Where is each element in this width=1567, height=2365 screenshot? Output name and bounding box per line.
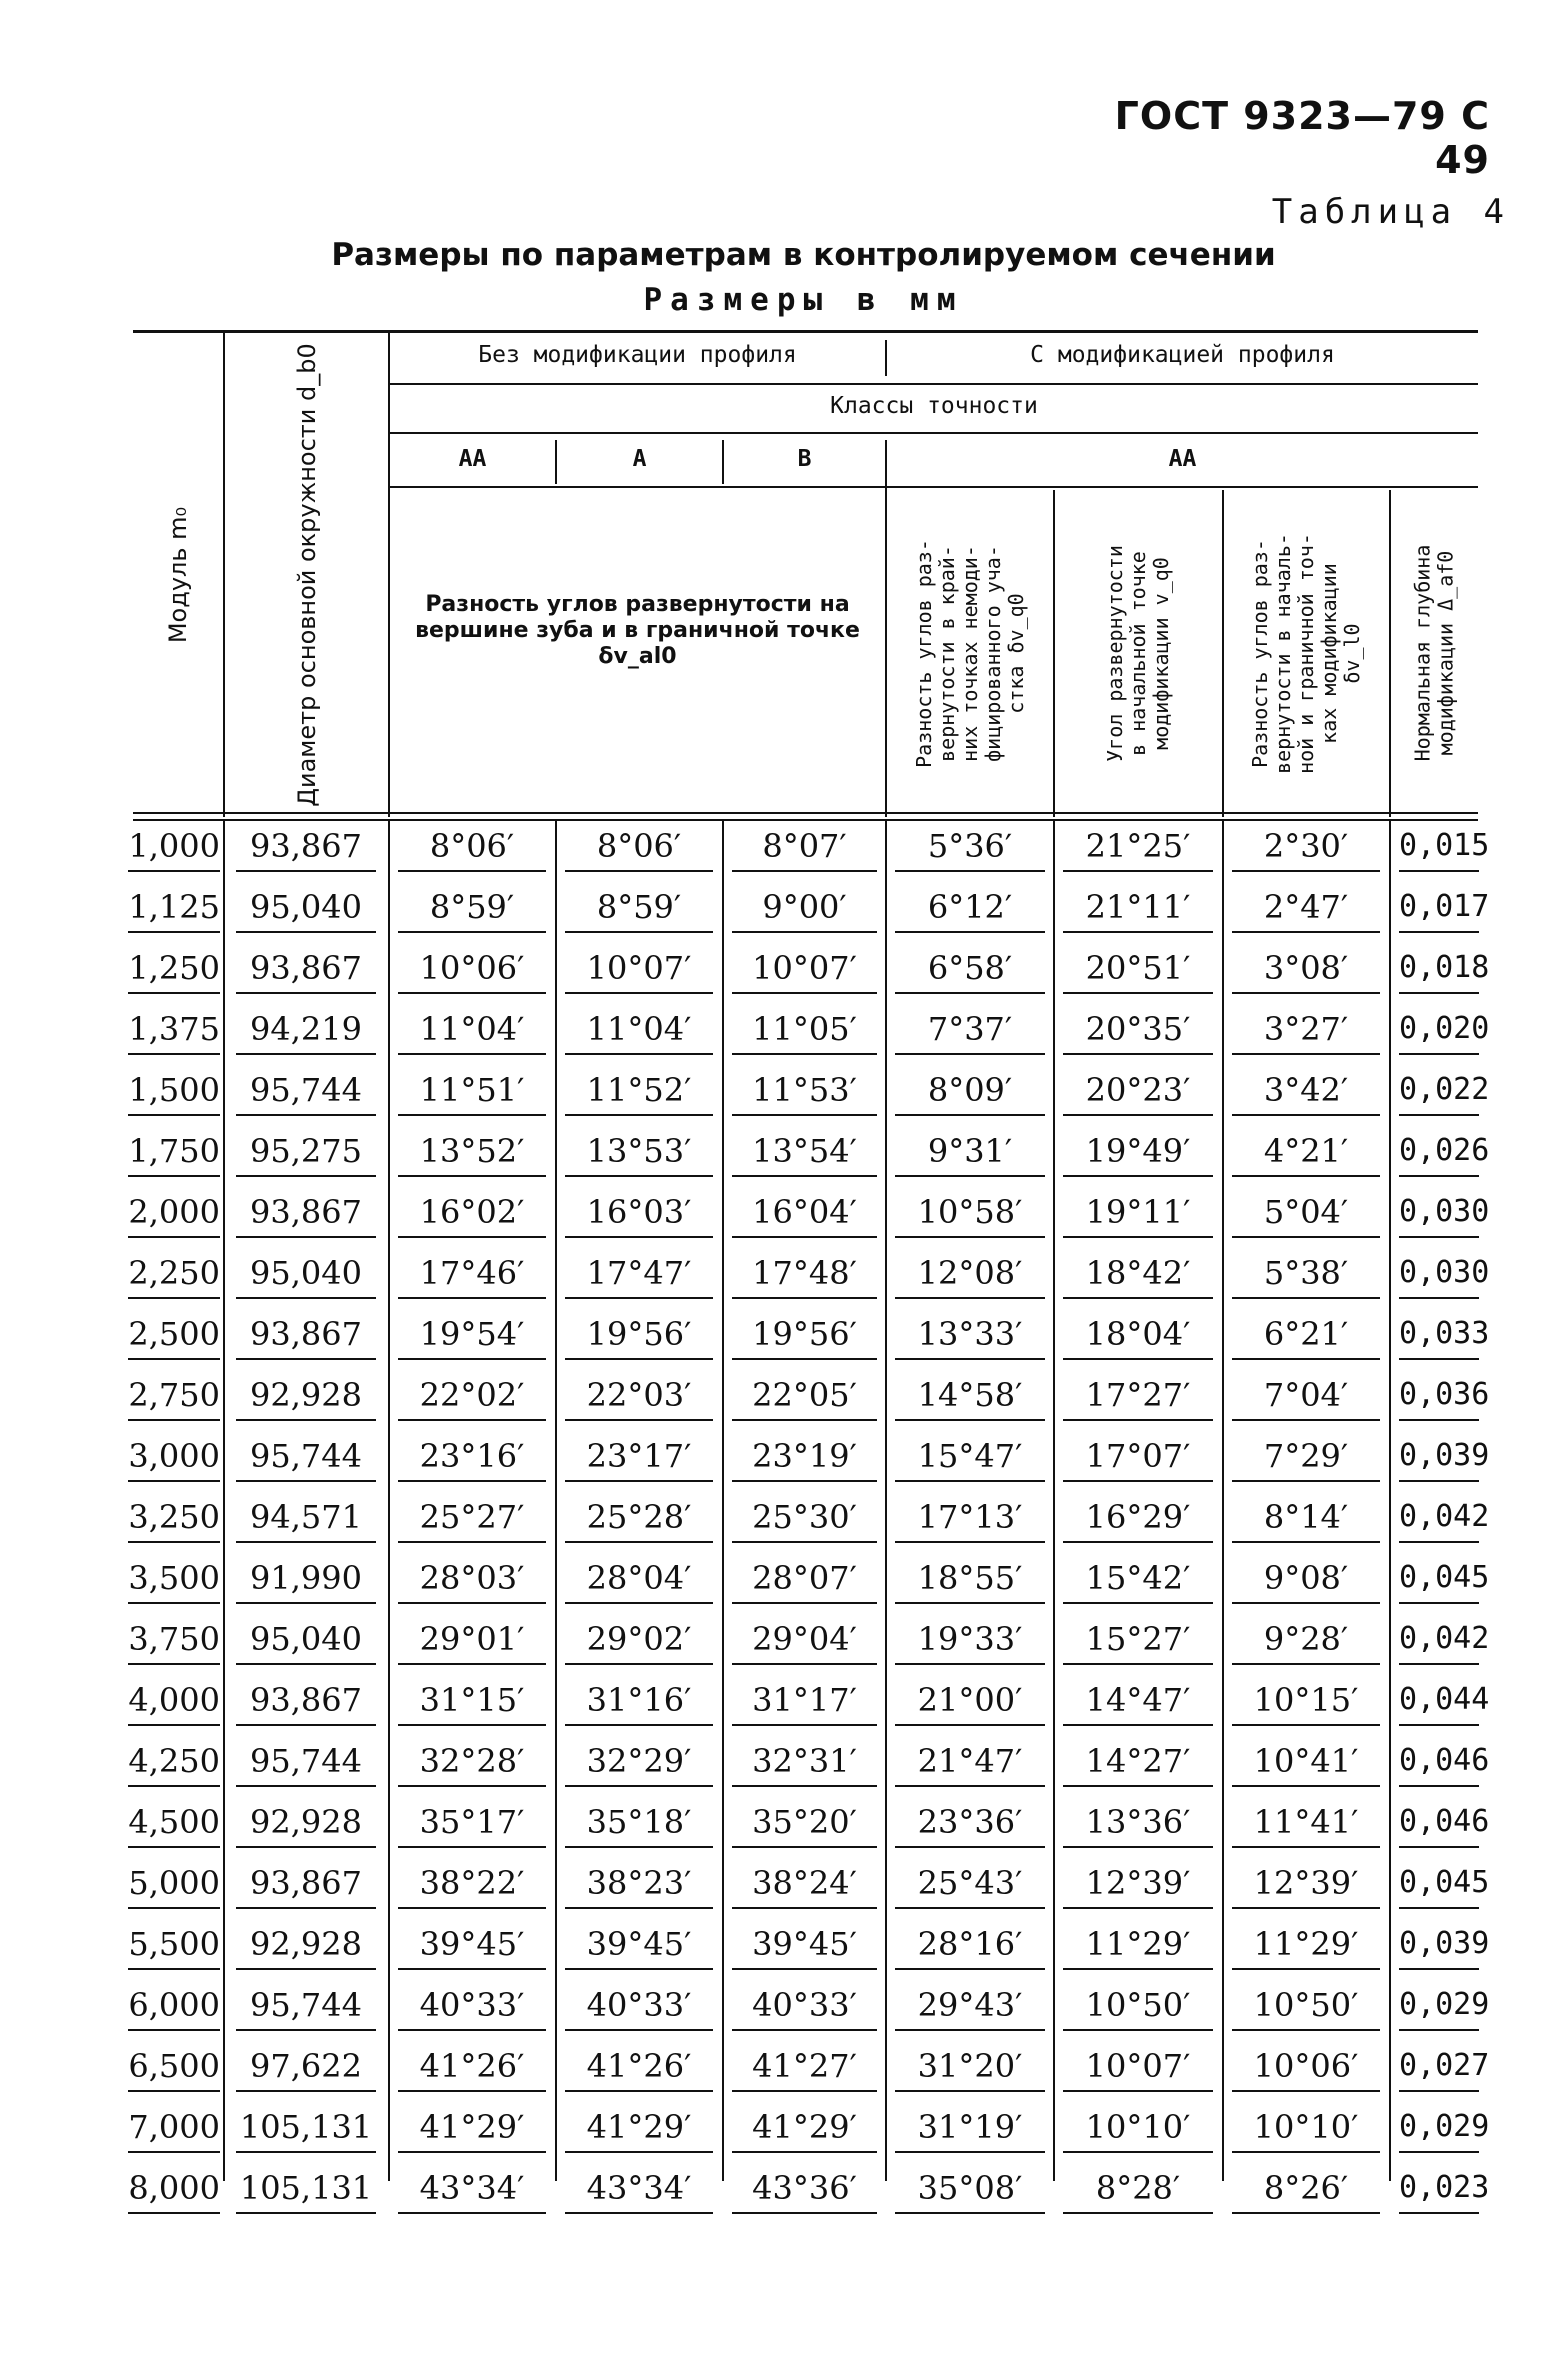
unmod-diff-cell: 31°19′ <box>895 2103 1045 2153</box>
unmod-diff-cell: 18°55′ <box>895 1554 1045 1604</box>
unmod-diff-cell: 15°47′ <box>895 1432 1045 1482</box>
diameter-cell: 93,867 <box>236 1676 376 1726</box>
mod-diff-header: Разность углов раз- вернутости в началь- ной и граничной точ- ках модификации δv_l0 <box>1248 532 1365 774</box>
module-cell: 2,500 <box>128 1310 220 1360</box>
diameter-cell: 105,131 <box>236 2103 376 2153</box>
tip-diff-b-cell: 19°56′ <box>732 1310 877 1360</box>
group-with-mod: С модификацией профиля <box>1030 342 1335 368</box>
module-cell: 1,250 <box>128 944 220 994</box>
normal-depth-cell: 0,029 <box>1399 2103 1479 2153</box>
tip-diff-a-cell: 31°16′ <box>565 1676 713 1726</box>
module-cell: 5,500 <box>128 1920 220 1970</box>
tip-diff-a-cell: 11°52′ <box>565 1066 713 1116</box>
table-caption: Размеры по параметрам в контролируемом сечении <box>331 237 1276 273</box>
normal-depth-cell: 0,020 <box>1399 1005 1479 1055</box>
mod-start-angle-cell: 21°25′ <box>1063 822 1213 872</box>
tip-diff-b-cell: 8°07′ <box>732 822 877 872</box>
diameter-cell: 95,744 <box>236 1737 376 1787</box>
tip-diff-a-cell: 8°59′ <box>565 883 713 933</box>
mod-start-angle-cell: 17°07′ <box>1063 1432 1213 1482</box>
tip-diff-a-cell: 38°23′ <box>565 1859 713 1909</box>
mod-start-angle-cell: 10°07′ <box>1063 2042 1213 2092</box>
module-cell: 2,750 <box>128 1371 220 1421</box>
module-cell: 5,000 <box>128 1859 220 1909</box>
diameter-cell: 95,040 <box>236 1249 376 1299</box>
diameter-cell: 91,990 <box>236 1554 376 1604</box>
unmod-diff-cell: 10°58′ <box>895 1188 1045 1238</box>
tip-diff-b-cell: 25°30′ <box>732 1493 877 1543</box>
tip-diff-aa-cell: 10°06′ <box>398 944 546 994</box>
mod-start-angle-cell: 18°42′ <box>1063 1249 1213 1299</box>
tip-diff-b-cell: 28°07′ <box>732 1554 877 1604</box>
tip-diff-a-cell: 41°26′ <box>565 2042 713 2092</box>
normal-depth-cell: 0,045 <box>1399 1859 1479 1909</box>
tip-diff-aa-cell: 39°45′ <box>398 1920 546 1970</box>
table-row <box>0 1066 1567 1127</box>
table-row <box>0 1188 1567 1249</box>
tip-diff-a-cell: 16°03′ <box>565 1188 713 1238</box>
class-b: В <box>797 446 812 472</box>
tip-diff-a-cell: 43°34′ <box>565 2164 713 2214</box>
mod-start-angle-cell: 20°23′ <box>1063 1066 1213 1116</box>
unmod-diff-cell: 6°12′ <box>895 883 1045 933</box>
diameter-cell: 105,131 <box>236 2164 376 2214</box>
tip-diff-a-cell: 40°33′ <box>565 1981 713 2031</box>
tip-diff-aa-cell: 29°01′ <box>398 1615 546 1665</box>
tip-diff-a-cell: 39°45′ <box>565 1920 713 1970</box>
module-cell: 3,000 <box>128 1432 220 1482</box>
mod-start-angle-cell: 18°04′ <box>1063 1310 1213 1360</box>
tip-diff-a-cell: 41°29′ <box>565 2103 713 2153</box>
normal-depth-cell: 0,033 <box>1399 1310 1479 1360</box>
normal-depth-cell: 0,015 <box>1399 822 1479 872</box>
tip-diff-aa-cell: 43°34′ <box>398 2164 546 2214</box>
diameter-cell: 95,275 <box>236 1127 376 1177</box>
table-row <box>0 1676 1567 1737</box>
diameter-cell: 95,744 <box>236 1981 376 2031</box>
tip-diff-b-cell: 40°33′ <box>732 1981 877 2031</box>
mod-diff-cell: 3°27′ <box>1232 1005 1380 1055</box>
module-cell: 3,500 <box>128 1554 220 1604</box>
diameter-cell: 93,867 <box>236 822 376 872</box>
table-row <box>0 1127 1567 1188</box>
module-cell: 1,125 <box>128 883 220 933</box>
tip-diff-aa-cell: 23°16′ <box>398 1432 546 1482</box>
normal-depth-cell: 0,042 <box>1399 1615 1479 1665</box>
unmod-diff-cell: 5°36′ <box>895 822 1045 872</box>
table-row <box>0 2103 1567 2164</box>
tip-diff-b-cell: 43°36′ <box>732 2164 877 2214</box>
module-cell: 8,000 <box>128 2164 220 2214</box>
mod-diff-cell: 3°08′ <box>1232 944 1380 994</box>
unmod-diff-cell: 23°36′ <box>895 1798 1045 1848</box>
class-a: А <box>632 446 647 472</box>
page-header: ГОСТ 9323—79 С 49 <box>1114 94 1490 182</box>
diameter-header: Диаметр основной окружности d_b0 <box>292 343 321 807</box>
tip-diff-aa-cell: 28°03′ <box>398 1554 546 1604</box>
tip-diff-b-cell: 23°19′ <box>732 1432 877 1482</box>
normal-depth-cell: 0,018 <box>1399 944 1479 994</box>
diameter-cell: 93,867 <box>236 1188 376 1238</box>
tip-diff-header: Разность углов развернутости на вершине зуба и в граничной точке δv_al0 <box>415 592 860 669</box>
tip-diff-a-cell: 8°06′ <box>565 822 713 872</box>
mod-diff-cell: 4°21′ <box>1232 1127 1380 1177</box>
diameter-cell: 92,928 <box>236 1920 376 1970</box>
tip-diff-b-cell: 41°27′ <box>732 2042 877 2092</box>
mod-diff-cell: 8°26′ <box>1232 2164 1380 2214</box>
mod-start-angle-cell: 12°39′ <box>1063 1859 1213 1909</box>
normal-depth-cell: 0,036 <box>1399 1371 1479 1421</box>
mod-start-angle-header: Угол развернутости в начальной точке модификации v_q0 <box>1103 544 1173 762</box>
tip-diff-aa-cell: 17°46′ <box>398 1249 546 1299</box>
tip-diff-b-cell: 11°53′ <box>732 1066 877 1116</box>
module-cell: 3,750 <box>128 1615 220 1665</box>
tip-diff-aa-cell: 19°54′ <box>398 1310 546 1360</box>
rule-under-groups <box>390 383 1478 385</box>
tip-diff-aa-cell: 16°02′ <box>398 1188 546 1238</box>
mod-diff-cell: 3°42′ <box>1232 1066 1380 1116</box>
unmod-diff-cell: 12°08′ <box>895 1249 1045 1299</box>
table-row <box>0 1737 1567 1798</box>
table-row <box>0 883 1567 944</box>
mod-start-angle-cell: 20°51′ <box>1063 944 1213 994</box>
mod-start-angle-cell: 17°27′ <box>1063 1371 1213 1421</box>
mod-start-angle-cell: 16°29′ <box>1063 1493 1213 1543</box>
mod-diff-cell: 7°04′ <box>1232 1371 1380 1421</box>
table-row <box>0 822 1567 883</box>
unmod-diff-cell: 14°58′ <box>895 1371 1045 1421</box>
tip-diff-b-cell: 22°05′ <box>732 1371 877 1421</box>
tip-diff-b-cell: 11°05′ <box>732 1005 877 1055</box>
mod-diff-cell: 11°41′ <box>1232 1798 1380 1848</box>
normal-depth-cell: 0,029 <box>1399 1981 1479 2031</box>
accuracy-classes: Классы точности <box>830 393 1038 419</box>
mod-diff-cell: 10°10′ <box>1232 2103 1380 2153</box>
normal-depth-cell: 0,046 <box>1399 1798 1479 1848</box>
unmod-diff-cell: 31°20′ <box>895 2042 1045 2092</box>
tip-diff-a-cell: 23°17′ <box>565 1432 713 1482</box>
module-cell: 6,500 <box>128 2042 220 2092</box>
tip-diff-b-cell: 9°00′ <box>732 883 877 933</box>
mod-diff-cell: 10°06′ <box>1232 2042 1380 2092</box>
group-without-mod: Без модификации профиля <box>478 342 797 368</box>
mod-diff-cell: 12°39′ <box>1232 1859 1380 1909</box>
tip-diff-a-cell: 35°18′ <box>565 1798 713 1848</box>
mod-start-angle-cell: 14°47′ <box>1063 1676 1213 1726</box>
tip-diff-b-cell: 39°45′ <box>732 1920 877 1970</box>
mod-diff-cell: 6°21′ <box>1232 1310 1380 1360</box>
tip-diff-a-cell: 28°04′ <box>565 1554 713 1604</box>
table-top-rule <box>133 330 1478 333</box>
unmod-diff-cell: 13°33′ <box>895 1310 1045 1360</box>
rule-under-classes <box>390 432 1478 434</box>
normal-depth-cell: 0,030 <box>1399 1188 1479 1238</box>
unmod-diff-cell: 7°37′ <box>895 1005 1045 1055</box>
tip-diff-aa-cell: 35°17′ <box>398 1798 546 1848</box>
table-number: Таблица 4 <box>1271 192 1510 232</box>
diameter-cell: 95,744 <box>236 1432 376 1482</box>
tip-diff-a-cell: 11°04′ <box>565 1005 713 1055</box>
mod-start-angle-cell: 20°35′ <box>1063 1005 1213 1055</box>
tip-diff-a-cell: 19°56′ <box>565 1310 713 1360</box>
normal-depth-cell: 0,022 <box>1399 1066 1479 1116</box>
normal-depth-cell: 0,044 <box>1399 1676 1479 1726</box>
unmod-diff-cell: 28°16′ <box>895 1920 1045 1970</box>
tip-diff-b-cell: 10°07′ <box>732 944 877 994</box>
tip-diff-aa-cell: 41°29′ <box>398 2103 546 2153</box>
tip-diff-aa-cell: 8°59′ <box>398 883 546 933</box>
mod-start-angle-cell: 11°29′ <box>1063 1920 1213 1970</box>
tip-diff-b-cell: 13°54′ <box>732 1127 877 1177</box>
table-row <box>0 1432 1567 1493</box>
header-bottom-rule-1 <box>133 812 1478 814</box>
rule-under-class-names <box>390 486 1478 488</box>
module-cell: 4,500 <box>128 1798 220 1848</box>
mod-diff-cell: 7°29′ <box>1232 1432 1380 1482</box>
mod-diff-cell: 10°15′ <box>1232 1676 1380 1726</box>
module-cell: 1,000 <box>128 822 220 872</box>
module-cell: 1,375 <box>128 1005 220 1055</box>
tip-diff-b-cell: 16°04′ <box>732 1188 877 1238</box>
table-row <box>0 1005 1567 1066</box>
tip-diff-aa-cell: 32°28′ <box>398 1737 546 1787</box>
unmod-diff-cell: 6°58′ <box>895 944 1045 994</box>
table-row <box>0 2164 1567 2225</box>
normal-depth-header: Нормальная глубина модификации Δ_af0 <box>1410 544 1458 762</box>
diameter-cell: 95,744 <box>236 1066 376 1116</box>
tip-diff-a-cell: 22°03′ <box>565 1371 713 1421</box>
module-cell: 1,500 <box>128 1066 220 1116</box>
header-bottom-rule-2 <box>133 819 1478 821</box>
table-row <box>0 1249 1567 1310</box>
tip-diff-aa-cell: 13°52′ <box>398 1127 546 1177</box>
tip-diff-aa-cell: 11°51′ <box>398 1066 546 1116</box>
module-cell: 1,750 <box>128 1127 220 1177</box>
tip-diff-b-cell: 38°24′ <box>732 1859 877 1909</box>
mod-diff-cell: 2°47′ <box>1232 883 1380 933</box>
tip-diff-aa-cell: 41°26′ <box>398 2042 546 2092</box>
module-cell: 6,000 <box>128 1981 220 2031</box>
normal-depth-cell: 0,027 <box>1399 2042 1479 2092</box>
diameter-cell: 95,040 <box>236 883 376 933</box>
mod-diff-cell: 9°28′ <box>1232 1615 1380 1665</box>
mod-start-angle-cell: 8°28′ <box>1063 2164 1213 2214</box>
normal-depth-cell: 0,023 <box>1399 2164 1479 2214</box>
table-row <box>0 1981 1567 2042</box>
mod-diff-cell: 11°29′ <box>1232 1920 1380 1970</box>
tip-diff-b-cell: 41°29′ <box>732 2103 877 2153</box>
table-row <box>0 1798 1567 1859</box>
mod-diff-cell: 10°41′ <box>1232 1737 1380 1787</box>
diameter-cell: 93,867 <box>236 1859 376 1909</box>
table-row <box>0 1371 1567 1432</box>
mod-start-angle-cell: 10°50′ <box>1063 1981 1213 2031</box>
module-cell: 3,250 <box>128 1493 220 1543</box>
tip-diff-b-cell: 31°17′ <box>732 1676 877 1726</box>
normal-depth-cell: 0,045 <box>1399 1554 1479 1604</box>
normal-depth-cell: 0,026 <box>1399 1127 1479 1177</box>
mod-start-angle-cell: 14°27′ <box>1063 1737 1213 1787</box>
normal-depth-cell: 0,039 <box>1399 1920 1479 1970</box>
unmod-diff-cell: 35°08′ <box>895 2164 1045 2214</box>
tip-diff-aa-cell: 40°33′ <box>398 1981 546 2031</box>
mod-diff-cell: 10°50′ <box>1232 1981 1380 2031</box>
unmod-diff-cell: 19°33′ <box>895 1615 1045 1665</box>
tip-diff-aa-cell: 11°04′ <box>398 1005 546 1055</box>
mod-start-angle-cell: 21°11′ <box>1063 883 1213 933</box>
table-row <box>0 1859 1567 1920</box>
class-aa-mod: АА <box>1168 446 1197 472</box>
tip-diff-aa-cell: 31°15′ <box>398 1676 546 1726</box>
diameter-cell: 92,928 <box>236 1371 376 1421</box>
diameter-cell: 93,867 <box>236 944 376 994</box>
mod-start-angle-cell: 15°27′ <box>1063 1615 1213 1665</box>
mod-diff-cell: 9°08′ <box>1232 1554 1380 1604</box>
table-row <box>0 1554 1567 1615</box>
tip-diff-aa-cell: 22°02′ <box>398 1371 546 1421</box>
tip-diff-aa-cell: 38°22′ <box>398 1859 546 1909</box>
tip-diff-b-cell: 29°04′ <box>732 1615 877 1665</box>
module-cell: 2,250 <box>128 1249 220 1299</box>
normal-depth-cell: 0,030 <box>1399 1249 1479 1299</box>
diameter-cell: 95,040 <box>236 1615 376 1665</box>
class-aa: АА <box>458 446 487 472</box>
tip-diff-b-cell: 35°20′ <box>732 1798 877 1848</box>
table-row <box>0 1310 1567 1371</box>
tip-diff-a-cell: 32°29′ <box>565 1737 713 1787</box>
unmod-diff-cell: 8°09′ <box>895 1066 1045 1116</box>
module-header: Модуль m₀ <box>164 506 192 644</box>
diameter-cell: 92,928 <box>236 1798 376 1848</box>
normal-depth-cell: 0,039 <box>1399 1432 1479 1482</box>
tip-diff-aa-cell: 25°27′ <box>398 1493 546 1543</box>
table-row <box>0 1493 1567 1554</box>
normal-depth-cell: 0,042 <box>1399 1493 1479 1543</box>
normal-depth-cell: 0,046 <box>1399 1737 1479 1787</box>
tip-diff-b-cell: 17°48′ <box>732 1249 877 1299</box>
unmod-diff-cell: 9°31′ <box>895 1127 1045 1177</box>
module-cell: 4,000 <box>128 1676 220 1726</box>
tip-diff-a-cell: 10°07′ <box>565 944 713 994</box>
unmod-diff-cell: 21°00′ <box>895 1676 1045 1726</box>
mod-start-angle-cell: 10°10′ <box>1063 2103 1213 2153</box>
tip-diff-aa-cell: 8°06′ <box>398 822 546 872</box>
module-cell: 4,250 <box>128 1737 220 1787</box>
tip-diff-a-cell: 17°47′ <box>565 1249 713 1299</box>
diameter-cell: 93,867 <box>236 1310 376 1360</box>
mod-start-angle-cell: 19°11′ <box>1063 1188 1213 1238</box>
unmod-diff-cell: 21°47′ <box>895 1737 1045 1787</box>
unmod-diff-cell: 25°43′ <box>895 1859 1045 1909</box>
mod-diff-cell: 2°30′ <box>1232 822 1380 872</box>
table-row <box>0 2042 1567 2103</box>
mod-start-angle-cell: 19°49′ <box>1063 1127 1213 1177</box>
mod-start-angle-cell: 13°36′ <box>1063 1798 1213 1848</box>
tip-diff-b-cell: 32°31′ <box>732 1737 877 1787</box>
unmod-diff-cell: 29°43′ <box>895 1981 1045 2031</box>
tip-diff-a-cell: 29°02′ <box>565 1615 713 1665</box>
table-row <box>0 944 1567 1005</box>
table-subcaption: Размеры в мм <box>643 282 964 318</box>
mod-diff-cell: 5°38′ <box>1232 1249 1380 1299</box>
table-row <box>0 1920 1567 1981</box>
mod-start-angle-cell: 15°42′ <box>1063 1554 1213 1604</box>
diameter-cell: 94,219 <box>236 1005 376 1055</box>
diameter-cell: 94,571 <box>236 1493 376 1543</box>
tip-diff-a-cell: 13°53′ <box>565 1127 713 1177</box>
module-cell: 2,000 <box>128 1188 220 1238</box>
diameter-cell: 97,622 <box>236 2042 376 2092</box>
unmod-diff-header: Разность углов раз- вернутости в край- них точках немоди- фицированного уча- стка δv_q0 <box>911 538 1028 768</box>
tip-diff-a-cell: 25°28′ <box>565 1493 713 1543</box>
mod-diff-cell: 5°04′ <box>1232 1188 1380 1238</box>
mod-diff-cell: 8°14′ <box>1232 1493 1380 1543</box>
module-cell: 7,000 <box>128 2103 220 2153</box>
normal-depth-cell: 0,017 <box>1399 883 1479 933</box>
unmod-diff-cell: 17°13′ <box>895 1493 1045 1543</box>
table-row <box>0 1615 1567 1676</box>
